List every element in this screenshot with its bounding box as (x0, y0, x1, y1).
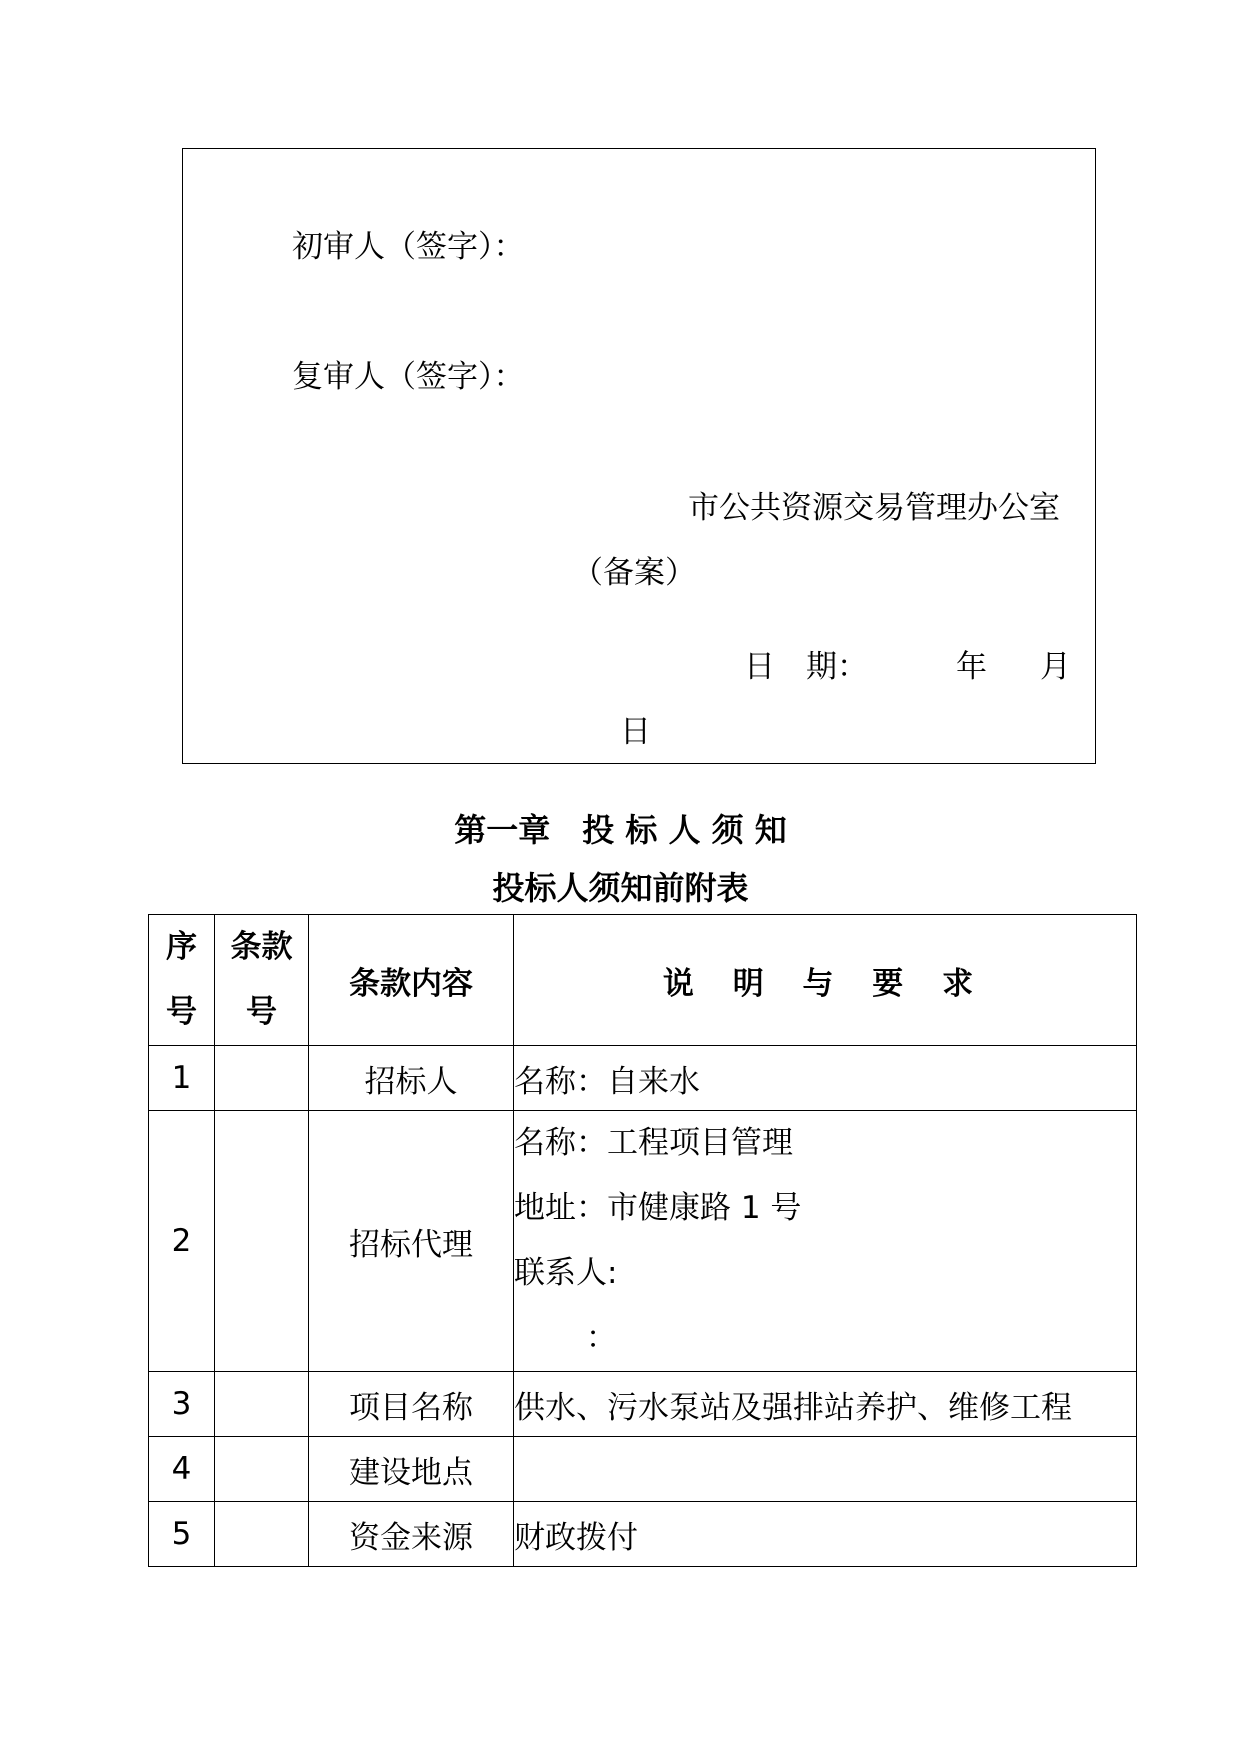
row-requirement: 名称：自来水 (514, 1046, 1137, 1111)
header-seq: 序 号 (149, 915, 215, 1046)
row-requirement (514, 1111, 1137, 1372)
row-clause (215, 1437, 309, 1502)
agent-phone: ： (514, 1320, 617, 1356)
office-name: 市公共资源交易管理办公室 (688, 490, 1060, 526)
chapter-title: 第一章 投 标 人 须 知 (454, 811, 787, 849)
agent-address: 地址：市健康路 1 号 (514, 1190, 802, 1226)
header-clause-content: 条款内容 (309, 915, 514, 1046)
row-content: 建设地点 (309, 1437, 514, 1502)
row-content: 项目名称 (309, 1372, 514, 1437)
row-clause (215, 1502, 309, 1567)
table-row (149, 1046, 1137, 1111)
table-header-row (149, 915, 1137, 1046)
second-reviewer-label: 复审人（签字）： (292, 359, 525, 395)
row-content: 招标人 (309, 1046, 514, 1111)
row-seq: 5 (149, 1502, 215, 1567)
row-requirement (514, 1437, 1137, 1502)
row-clause (215, 1111, 309, 1372)
agent-name: 名称：工程项目管理 (514, 1125, 793, 1161)
row-content: 资金来源 (309, 1502, 514, 1567)
table-row (149, 1111, 1137, 1372)
table-row (149, 1437, 1137, 1502)
filing-note: （备案） (572, 555, 696, 591)
date-day: 日 (620, 714, 651, 750)
first-reviewer-label: 初审人（签字）： (292, 229, 525, 265)
row-clause (215, 1046, 309, 1111)
table-subtitle: 投标人须知前附表 (492, 869, 749, 907)
row-clause (215, 1372, 309, 1437)
header-requirements: 说 明 与 要 求 (514, 915, 1137, 1046)
header-clause-no: 条款 号 (215, 915, 309, 1046)
row-seq: 3 (149, 1372, 215, 1437)
row-requirement: 财政拨付 (514, 1502, 1137, 1567)
row-content: 招标代理 (309, 1111, 514, 1372)
agent-contact: 联系人: (514, 1255, 618, 1291)
table-row (149, 1502, 1137, 1567)
table-row (149, 1372, 1137, 1437)
row-seq: 2 (149, 1111, 215, 1372)
row-seq: 4 (149, 1437, 215, 1502)
bidder-instructions-table (148, 914, 1137, 1567)
date-label: 日 期： (744, 649, 868, 685)
row-seq: 1 (149, 1046, 215, 1111)
date-year: 年 (956, 649, 987, 685)
date-month: 月 (1040, 649, 1071, 685)
row-requirement: 供水、污水泵站及强排站养护、维修工程 (514, 1372, 1137, 1437)
